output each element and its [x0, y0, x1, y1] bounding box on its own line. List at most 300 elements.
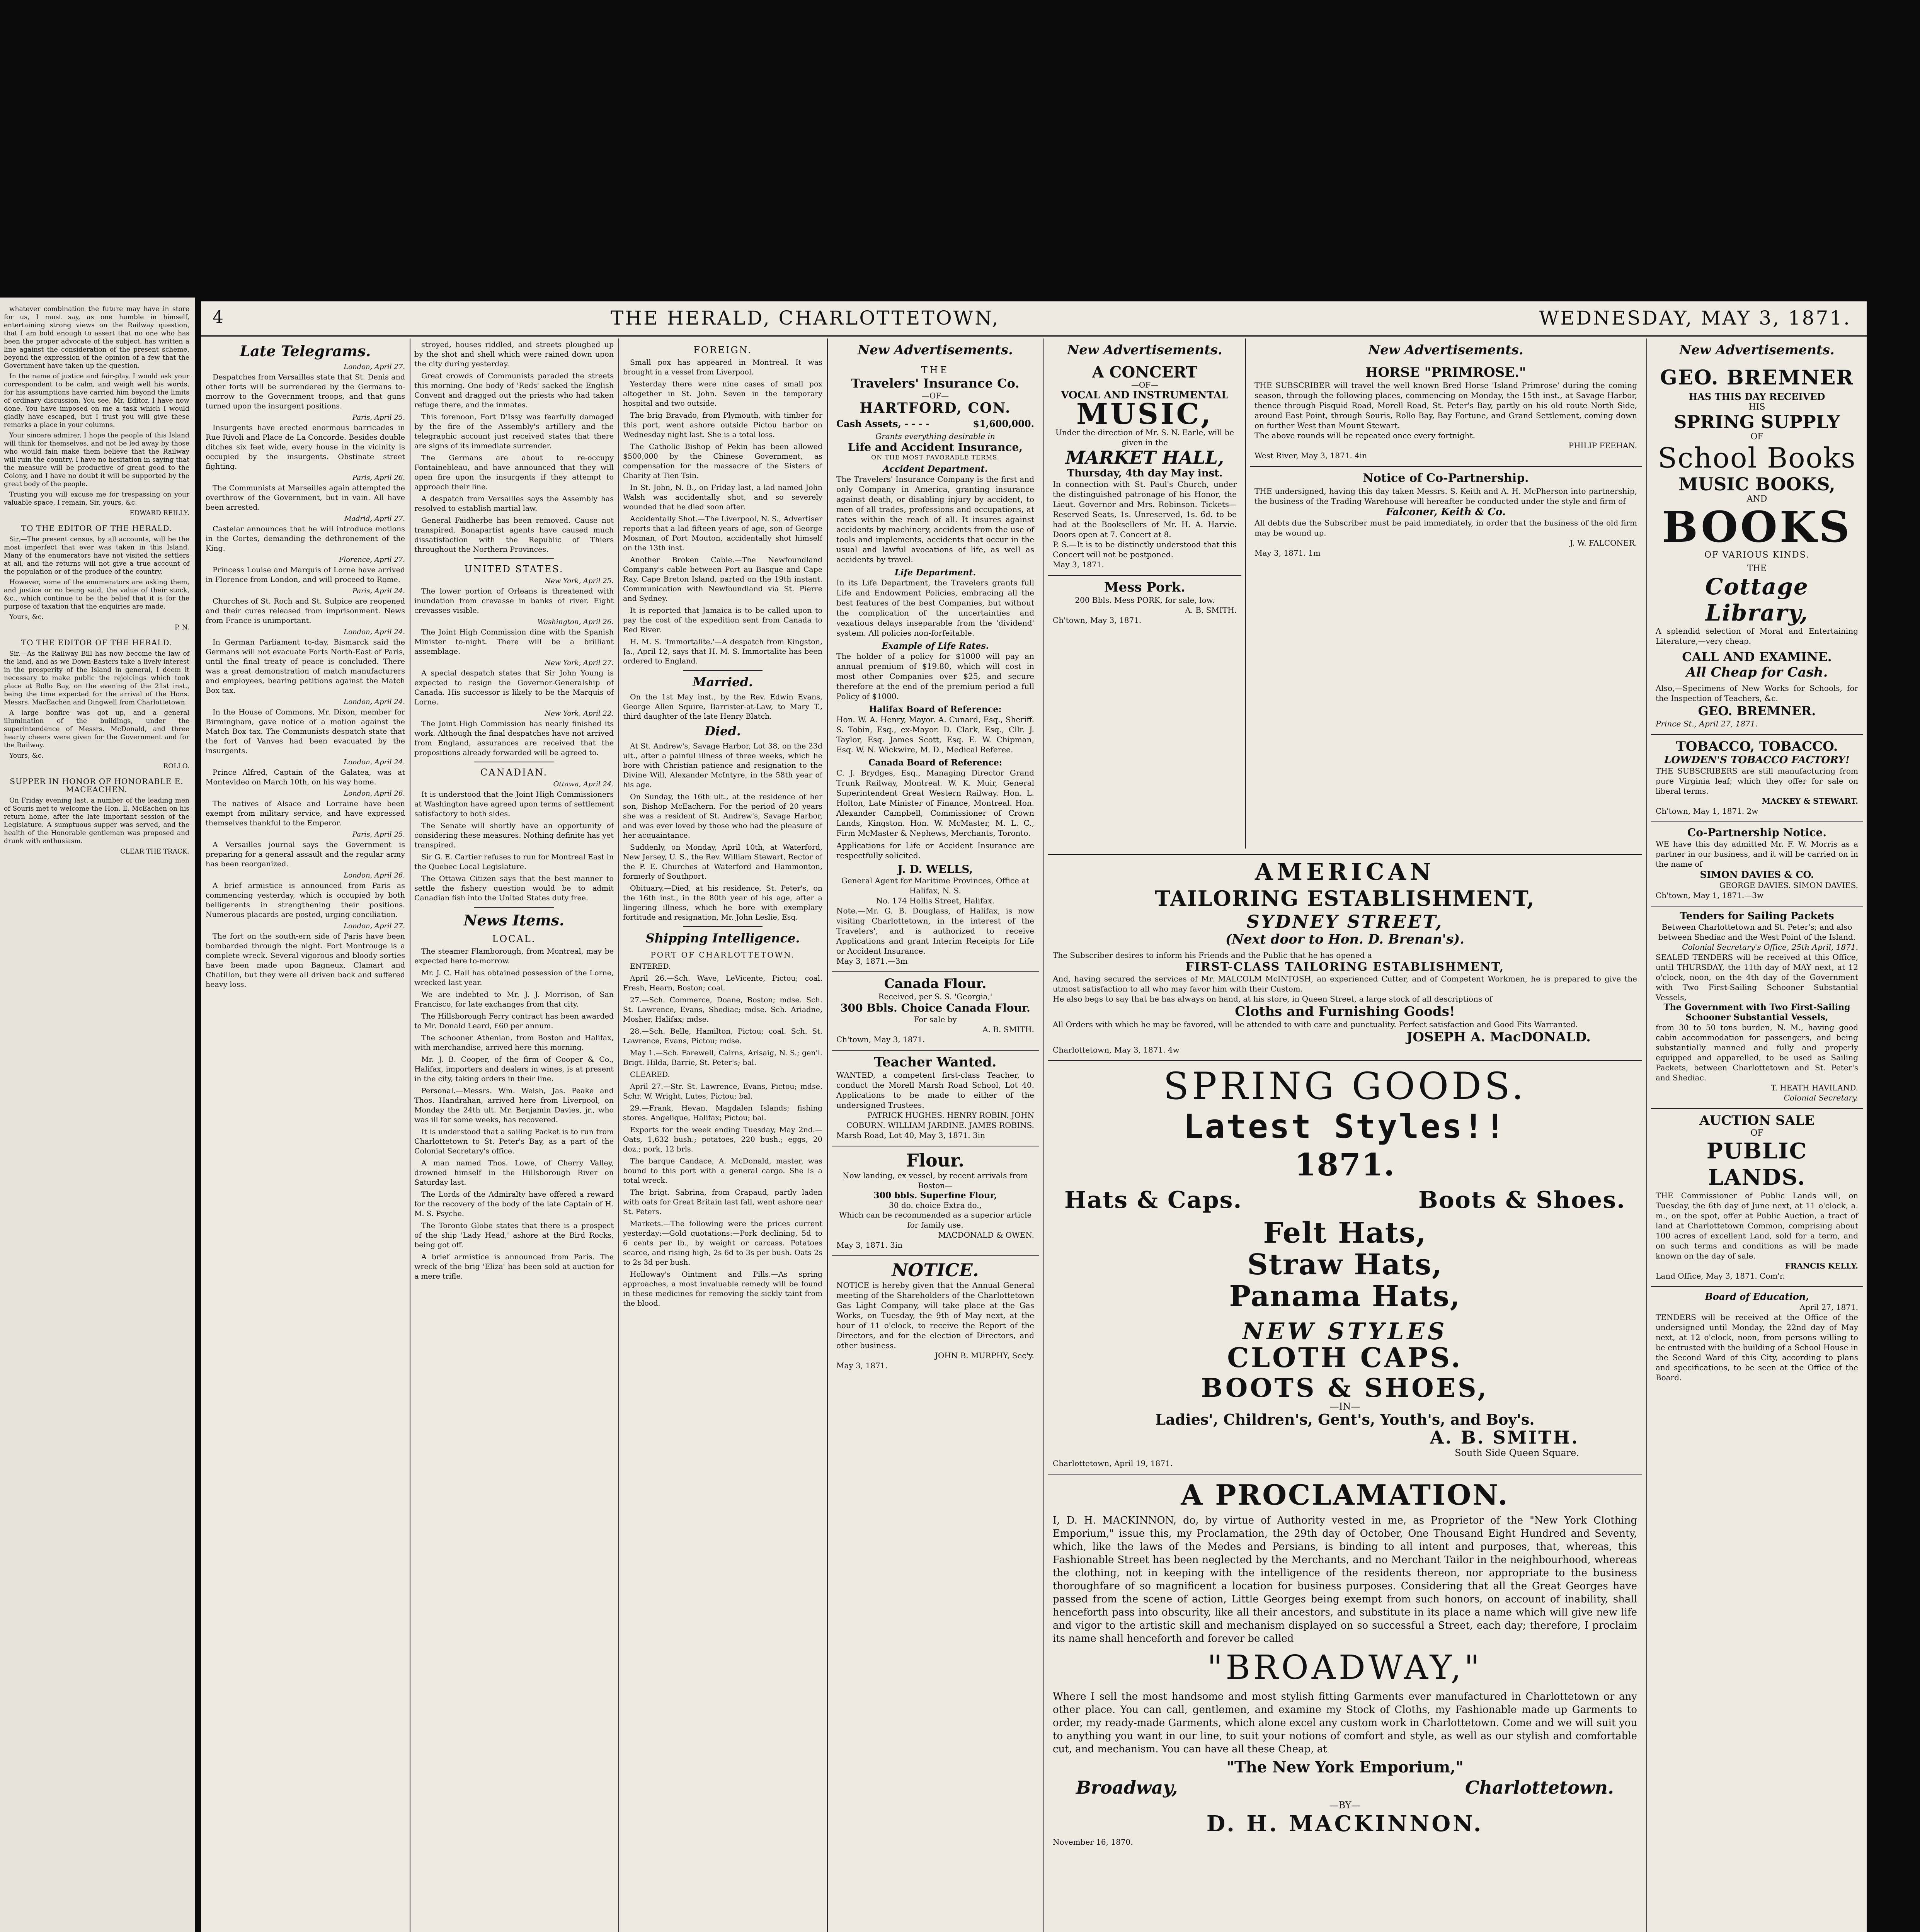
- ad-text: WE have this day admitted Mr. F. W. Morris as a partner in our business, and it will be carried on in the name of: [1656, 839, 1858, 869]
- ad-text: THE SUBSCRIBERS are still manufacturing from pure Virginia leaf; which they offer for sale on liberal terms.: [1656, 766, 1858, 796]
- ad-date: November 16, 1870.: [1053, 1837, 1133, 1847]
- emporium-town: Charlottetown.: [1465, 1777, 1614, 1798]
- news-paragraph: May 1.—Sch. Farewell, Cairns, Arisaig, N. S.; gen'l. Brigt. Hilda, Barrie, St. Peter's; bal.: [623, 1049, 822, 1067]
- auction-title: AUCTION SALE: [1699, 1113, 1814, 1128]
- news-items-heading: News Items.: [463, 912, 565, 929]
- vessels-line: The Government with Two First-Sailing Schooner Substantial Vessels,: [1663, 1002, 1850, 1022]
- life-heading: Life Department.: [894, 568, 976, 578]
- ad-seller: D. H. MACKINNON.: [1206, 1811, 1484, 1837]
- port-heading: PORT OF CHARLOTTETOWN.: [650, 950, 795, 959]
- news-paragraph: The brigt. Sabrina, from Crapaud, partly laden with oats for Great Britain last fall, went ashore near St. Peters.: [623, 1188, 822, 1216]
- bremner-has: HAS THIS DAY RECEIVED: [1689, 391, 1825, 402]
- broadway: "BROADWAY,": [1207, 1648, 1483, 1687]
- news-paragraph: The Catholic Bishop of Pekin has been allowed $500,000 by the Chinese Government, as compensation for the massacre of the Sisters of Charity at Tien Tsin.: [623, 442, 822, 480]
- dateline: London, April 27.: [344, 922, 405, 930]
- letter-heading: TO THE EDITOR OF THE HERALD.: [21, 638, 172, 647]
- concert-kinds: VOCAL AND INSTRUMENTAL: [1061, 389, 1229, 401]
- ad-date: May 3, 1871.: [1053, 560, 1104, 569]
- news-paragraph: Great crowds of Communists paraded the streets this morning. One body of 'Reds' sacked the English Convent and dragged out the priests who had taken refuge there, and the inmates.: [414, 372, 614, 409]
- ad-line: Now landing, ex vessel, by recent arrivals from Boston—: [843, 1171, 1028, 1190]
- letter-heading: SUPPER IN HONOR OF HONORABLE E. MACEACHEN.: [10, 777, 184, 794]
- ad-date: May 3, 1871. 3in: [836, 1240, 903, 1250]
- left-paragraph: Yours, &c.: [9, 613, 44, 621]
- news-paragraph: Markets.—The following were the prices current yesterday:—Gold quotations:—Pork declining, 5d to 6 cents per lb., by weight or carcass. Potatoes scarce, and rising high, 2s 6d to 3s per bush. Oats 2s to 2s 3d per bush.: [623, 1219, 822, 1267]
- news-paragraph: The schooner Athenian, from Boston and Halifax, with merchandise, arrived here this morning.: [414, 1034, 614, 1052]
- news-paragraph: The Joint High Commission has nearly finished its work. Although the final despatches have not arrived from England, assurances are received that the propositions already forwarded will be agreed to.: [414, 719, 614, 757]
- news-paragraph: Personal.—Messrs. Wm. Welsh, Jas. Peake and Thos. Handrahan, arrived here from Liverpool, on Monday the 24th ult. Mr. Benjamin Davies, jr., who was ill for some weeks, has recovered.: [414, 1087, 614, 1124]
- ad-date: West River, May 3, 1871. 4in: [1254, 451, 1367, 460]
- tailoring-cloths: Cloths and Furnishing Goods!: [1235, 1004, 1455, 1019]
- ad-address: South Side Queen Square.: [1455, 1447, 1579, 1458]
- masthead: [201, 301, 1867, 337]
- tailoring-title: TAILORING ESTABLISHMENT,: [1155, 886, 1535, 911]
- ad-line: Which can be recommended as a superior article for family use.: [839, 1210, 1032, 1230]
- ad-text: WANTED, a competent first-class Teacher, to conduct the Morell Marsh Road School, Lot 40. Applications to be made to either of the undersigned Trustees.: [836, 1070, 1034, 1110]
- dateline: Paris, April 26.: [352, 474, 405, 482]
- column-5: [1048, 340, 1241, 850]
- separator: [474, 907, 554, 908]
- wide-ad-block: [1048, 854, 1642, 1932]
- ad-line: 300 bbls. Superfine Flour,: [873, 1190, 997, 1201]
- teacher-wanted-ad: [832, 1051, 1039, 1146]
- ad-text: 200 Bbls. Mess PORK, for sale, low.: [1075, 595, 1215, 605]
- news-paragraph: The brig Bravado, from Plymouth, with timber for this port, went ashore outside Pictou harbor on Wednesday night last. She is a total loss.: [623, 411, 822, 439]
- left-paragraph: whatever combination the future may have in store for us, I must say, as one humble in himself, entertaining strong views on the Railway question, that I am bold enough to assert that no one who has been the proper advocate of the subject, has written a line against the consideration of the present scheme, beyond the expression of the opinion of a few that the Government have taken up the question.: [4, 305, 189, 370]
- news-paragraph: Mr. J. B. Cooper, of the firm of Cooper & Co., Halifax, importers and dealers in wines, is at present in the city, taking orders in their line.: [414, 1055, 614, 1083]
- proclamation-text: I, D. H. MACKINNON, do, by virtue of Authority vested in me, as Proprietor of the "New York Clothing Emporium," issue this, my Proclamation, the 29th day of October, One Thousand Eight Hundred and Seventy, which, like the laws of the Medes and Persians, is binding to all intent and purposes, that, whereas, this Fashionable Street has been neglected by the Merchants, and no Merchant Tailor in the neighbourhood, whereas the clothing, not in keeping with the intelligence of the residents thereon, nor appropriate to the business thoroughfare of so magnificent a location for business purposes. Considering that all the Great Georges have passed from the scene of action, Little Georges being exempt from such honors, on account of inability, shall henceforth pass into obscurity, like all their ancestors, and substitute in its place a name which will give new life and vigor to the artistic skill and mechanism displayed on so successful a Street, each day; therefore, I proclaim its name shall henceforth and forever be called: [1053, 1515, 1637, 1645]
- married-heading: Married.: [693, 675, 753, 689]
- concert-text: In connection with St. Paul's Church, under the distinguished patronage of his Honor, the Lieut. Governor and Mrs. Robinson. Tickets—Reserved Seats, 1s. Unreserved, 1s. 6d. to be had at the Booksellers of Mr. H. A. Harvie. Doors open at 7. Concert at 8.: [1053, 480, 1237, 539]
- ad-seller: J. W. FALCONER.: [1569, 538, 1637, 548]
- agent-note: Note.—Mr. G. B. Douglass, of Halifax, is now visiting Charlottetown, in the interest of the Travelers', and is authorized to receive Applications and grant Interim Receipts for Life or Accident Insurance.: [836, 906, 1034, 956]
- news-paragraph: The Joint High Commission dine with the Spanish Minister to-night. There will be a brilliant assemblage.: [414, 628, 614, 656]
- ad-title: Notice of Co-Partnership.: [1363, 471, 1529, 485]
- column-1: [206, 340, 405, 1932]
- ad-text: And, having secured the services of Mr. MALCOLM McINTOSH, an experienced Cutter, and of Competent Workmen, he is prepared to give the utmost satisfaction to all who may favor him with their Custom.: [1053, 974, 1637, 993]
- news-paragraph: Churches of St. Roch and St. Sulpice are reopened and their cures released from imprisonment. News from France is unimportant.: [206, 597, 405, 625]
- cash-assets: [836, 418, 1034, 429]
- concert-title: A CONCERT: [1092, 363, 1198, 381]
- column-rule: [1043, 338, 1044, 1932]
- dateline: Paris, April 24.: [352, 587, 405, 595]
- news-paragraph: Insurgents have erected enormous barricades in Rue Rivoli and Place de La Concorde. Besides double ditches six feet wide, every house in the vicinity is occupied by the insurgents. Obstinate street fighting.: [206, 423, 405, 471]
- new-styles: NEW STYLES: [1242, 1318, 1448, 1345]
- ad-seller: A. B. SMITH.: [1185, 605, 1237, 615]
- agent-address: No. 174 Hollis Street, Halifax.: [876, 896, 995, 905]
- dateline: Ottawa, April 24.: [553, 780, 614, 788]
- canada-board-heading: Canada Board of Reference:: [868, 758, 1003, 768]
- news-paragraph: April 26.—Sch. Wave, LeVicente, Pictou; coal. Fresh, Hearn, Boston; coal.: [623, 974, 822, 992]
- foreign-news-list: [623, 358, 822, 666]
- panama-hats: Panama Hats,: [1229, 1280, 1461, 1313]
- news-paragraph: A man named Thos. Lowe, of Cherry Valley, drowned himself in the Hillsborough River on Saturday last.: [414, 1159, 614, 1187]
- news-paragraph: Yesterday there were nine cases of small pox altogether in St. John. Seven in the temporary hospital and two outside.: [623, 380, 822, 408]
- ad-seller: PHILIP FEEHAN.: [1568, 441, 1637, 450]
- ad-line: For sale by: [914, 1015, 957, 1024]
- news-paragraph: The barque Candace, A. McDonald, master, was bound to this port with a general cargo. She is a total wreck.: [623, 1157, 822, 1185]
- news-paragraph: We are indebted to Mr. J. J. Morrison, of San Francisco, for late exchanges from that city.: [414, 990, 614, 1009]
- call-examine: CALL AND EXAMINE.: [1682, 650, 1832, 664]
- ad-date: Land Office, May 3, 1871. Com'r.: [1656, 1271, 1785, 1281]
- news-paragraph: In German Parliament to-day, Bismarck said the Germans will not evacuate Forts North-East of Paris, until the final treaty of peace is concluded. There was a great demonstration of match manufacturers and employees, bearing petitions against the Match Box tax.: [206, 638, 405, 695]
- bremner-his: HIS: [1748, 402, 1765, 412]
- column-rule: [1245, 338, 1246, 849]
- news-paragraph: Prince Alfred, Captain of the Galatea, was at Montevideo on March 10th, on his way home.: [206, 768, 405, 786]
- ad-title: NOTICE.: [892, 1260, 979, 1281]
- us-news-list: [414, 577, 614, 758]
- example-text: The holder of a policy for $1000 will pay an annual premium of $19.80, which will cost in most other Companies over $25, and secure therefore at the end of the premium period a full Policy of $1000.: [836, 651, 1034, 701]
- bremner-of: OF: [1750, 432, 1763, 442]
- public-lands-auction: [1651, 1109, 1863, 1287]
- news-paragraph: The fort on the south-ern side of Paris have been bombarded through the night. Fort Montrouge is a complete wreck. Several vigorous and bloody sorties have been made upon Bagneux, Clamart and Chatillon, but they were all driven back and suffered heavy loss.: [206, 932, 405, 989]
- ad-in: —IN—: [1329, 1401, 1360, 1412]
- ad-text: He also begs to say that he has always on hand, at his store, in Queen Street, a large stock of all descriptions of: [1053, 994, 1493, 1003]
- cottage-library: Cottage Library,: [1705, 573, 1809, 626]
- left-paragraph: In the name of justice and fair-play, I would ask your correspondent to be calm, and weigh well his words, for his assumptions have carried him beyond the limits of ordinary discussion. You see, Mr. Editor, I have now done. You have imposed on me a task which I would gladly have escaped, but I trust you will give these remarks a place in your columns.: [4, 372, 189, 429]
- ad-text: All debts due the Subscriber must be paid immediately, in order that the business of the old firm may be wound up.: [1254, 518, 1637, 537]
- ad-seller: JOSEPH A. MacDONALD.: [1406, 1029, 1591, 1045]
- dateline: New York, April 25.: [545, 577, 614, 585]
- news-paragraph: It is understood that a sailing Packet is to run from Charlottetown to St. Peter's Bay, as a part of the Colonial Secretary's office.: [414, 1128, 614, 1155]
- news-paragraph: A despatch from Versailles says the Assembly has resolved to establish martial law.: [414, 495, 614, 513]
- ad-date: Prince St., April 27, 1871.: [1656, 719, 1758, 728]
- column-rule: [1646, 338, 1647, 1932]
- ad-date: Marsh Road, Lot 40, May 3, 1871. 3in: [836, 1131, 985, 1140]
- ad-date: Ch'town, May 1, 1871. 2w: [1656, 806, 1758, 816]
- column-rule: [618, 338, 619, 1932]
- halifax-board-names: Hon. W. A. Henry, Mayor. A. Cunard, Esq., Sheriff. S. Tobin, Esq., ex-Mayor. D. Clark, Esq., Cllr. J. Taylor, Esq. James Scott, Esq. E. W. Chipman, Esq. W. N. Wickwire, M. D., Medical Referee.: [836, 715, 1034, 754]
- dateline: New York, April 27.: [545, 659, 614, 667]
- ad-text: THE SUBSCRIBER will travel the well known Bred Horse 'Island Primrose' during the coming season, through the following places, commencing on Monday, the 15th inst., at Savage Harbor, thence through Pisquid Road, Morell Road, St. Peter's Bay, partly on his old route North Side, around East Point, through Souris, Rollo Bay, Bay Fortune, and Grand Settlement, coming down on further West than Mount Stewart.: [1254, 381, 1637, 430]
- proclamation-title: A PROCLAMATION.: [1181, 1478, 1509, 1511]
- ad-title: Mess Pork.: [1104, 580, 1186, 595]
- mess-pork-ad: [1048, 576, 1241, 631]
- column-rule: [827, 338, 828, 1932]
- telegram-continuation: [414, 340, 614, 554]
- news-paragraph: The Hillsborough Ferry contract has been awarded to Mr. Donald Leard, £60 per annum.: [414, 1012, 614, 1030]
- dateline: Washington, April 26.: [537, 618, 614, 626]
- concert-direction: Under the direction of Mr. S. N. Earle, will be given in the: [1055, 428, 1234, 447]
- ad-note: The above rounds will be repeated once every fortnight.: [1254, 431, 1476, 440]
- ad-title: Tenders for Sailing Packets: [1680, 910, 1834, 922]
- books: BOOKS: [1662, 502, 1852, 552]
- boots-and-shoes: BOOTS & SHOES,: [1201, 1373, 1489, 1403]
- separator: [474, 558, 554, 559]
- spring-goods-ad: [1048, 1061, 1642, 1475]
- news-paragraph: 27.—Sch. Commerce, Doane, Boston; mdse. Sch. St. Lawrence, Evans, Shediac; mdse. Sch. Ariadne, Mosher, Halifax; mdse.: [623, 996, 822, 1024]
- tailoring-street: SYDNEY STREET,: [1246, 911, 1443, 932]
- ad-line: 30 do. choice Extra do.,: [889, 1201, 982, 1210]
- cash-label: Cash Assets, - - - -: [836, 418, 930, 429]
- new-advertisements-heading: New Advertisements.: [1368, 342, 1523, 358]
- canadian-news-list: [414, 780, 614, 903]
- left-paragraph: However, some of the enumerators are asking them, and justice or no being said, the value of their stock, &c., which continue to be the belief that it is for the purpose of taxation that the enquiries are made.: [4, 578, 189, 611]
- ad-title: Board of Education,: [1705, 1291, 1809, 1302]
- newspaper-page: [201, 301, 1867, 1932]
- united-states-heading: UNITED STATES.: [464, 564, 564, 575]
- terms-line: ON THE MOST FAVORABLE TERMS.: [871, 454, 999, 461]
- news-paragraph: General Faidherbe has been removed. Cause not transpired. Bonapartist agents have caused much dissatisfaction with the Republic of Thiers throughout the Northern Provinces.: [414, 516, 614, 554]
- company-city: HARTFORD, CON.: [860, 400, 1011, 416]
- dateline: Madrid, April 27.: [344, 515, 405, 523]
- gas-company-notice: [832, 1256, 1039, 1376]
- column-2: [414, 340, 614, 1932]
- column-7: [1651, 340, 1863, 1932]
- column-4: [832, 340, 1039, 1932]
- ad-date: Ch'town, May 3, 1871.: [836, 1035, 925, 1044]
- news-paragraph: The natives of Alsace and Lorraine have been exempt from military service, and have expressed themselves thankful to the Emperor.: [206, 799, 405, 827]
- ad-text: from 30 to 50 tons burden, N. M., having good cabin accommodation for passengers, and being substantially manned and fully and properly equipped and apparelled, to be used as Sailing Packets, between Charlottetown and St. Peter's and Shediac.: [1656, 1023, 1858, 1082]
- left-paragraph: Your sincere admirer, I hope the people of this Island will think for themselves, and not be led away by those who would fain make them believe that the Railway will ruin the country. I have no hesitation in saying that the measure will be productive of great good to the Colony, and I have no doubt it will be supported by the great body of the people.: [4, 432, 189, 488]
- concert-time: Thursday, 4th day May inst.: [1067, 468, 1223, 479]
- bremner-also: Also,—Specimens of New Works for Schools, for the Inspection of Teachers, &c.: [1656, 684, 1858, 703]
- bremner-and: AND: [1746, 494, 1767, 504]
- adjacent-page-column: [0, 298, 195, 1932]
- dateline: Florence, April 27.: [339, 556, 405, 564]
- library-text: A splendid selection of Moral and Entertaining Literature,—very cheap.: [1656, 626, 1858, 646]
- new-advertisements-heading: New Advertisements.: [858, 342, 1013, 358]
- ad-title: Flour.: [906, 1150, 965, 1171]
- ad-date: Charlottetown, May 3, 1871. 4w: [1053, 1045, 1180, 1054]
- separator: [683, 670, 763, 671]
- shipping-heading: Shipping Intelligence.: [645, 931, 800, 946]
- straw-hats: Straw Hats,: [1247, 1248, 1443, 1281]
- telegram-list: [206, 363, 405, 990]
- ad-signature: FRANCIS KELLY.: [1785, 1261, 1858, 1270]
- news-paragraph: CLEARED.: [630, 1070, 670, 1079]
- company-name: Travelers' Insurance Co.: [851, 376, 1020, 391]
- dateline: London, April 24.: [344, 758, 405, 766]
- dateline: London, April 26.: [344, 789, 405, 798]
- left-paragraph: On Friday evening last, a number of the leading men of Souris met to welcome the Hon. E. McEachen on his return home, after the late important session of the Legislature. A sumptuous supper was served, and the health of the Honorable gentleman was proposed and drunk with enthusiasm.: [4, 797, 189, 845]
- canadian-heading: CANADIAN.: [480, 767, 548, 778]
- left-signature: ROLLO.: [163, 762, 189, 770]
- news-paragraph: It is understood that the Joint High Commissioners at Washington have agreed upon terms of settlement satisfactory to both sides.: [414, 790, 614, 818]
- news-paragraph: A special despatch states that Sir John Young is expected to resign the Governor-Generalship of Canada. His successor is likely to be the Marquis of Lorne.: [414, 669, 614, 706]
- tailoring-next: (Next door to Hon. D. Brenan's).: [1225, 932, 1465, 947]
- left-paragraph: Trusting you will excuse me for trespassing on your valuable space, I remain, Sir, yours, &c.: [4, 491, 189, 507]
- left-paragraph: Yours, &c.: [9, 752, 44, 760]
- proclamation-text: Where I sell the most handsome and most stylish fitting Garments ever manufactured in Charlottetown or any other place. You can call, gentlemen, and examine my Stock of Cloths, my Fashionable made up Garments to order, my ready-made Garments, which alone excel any custom work in Charlottetown. Come and we will suit you to anything you want in our line, to suit your notions of comfort and style, as well as our stylish and comfortable cut, and mechanism. You can have all these Cheap, at: [1053, 1691, 1637, 1755]
- ad-date: April 27, 1871.: [1799, 1303, 1858, 1312]
- issue-date: WEDNESDAY, MAY 3, 1871.: [1539, 307, 1851, 329]
- accident-text: The Travelers' Insurance Company is the first and only Company in America, granting insurance against death, or disabling injury by accident, to men of all trades, professions and occupations, at rates within the reach of all. It insures against accidents by machinery, accidents from the use of tools and implements, accidents that occur in the usual and lawful avocations of life, as well as accidents by travel.: [836, 474, 1034, 564]
- ad-text: SEALED TENDERS will be received at this Office, until THURSDAY, the 11th day of MAY next, at 12 o'clock, noon, on the 4th day of the Government with Two First-Sailing Schooner Substantial Vessels,: [1656, 952, 1858, 1002]
- news-paragraph: 29.—Frank, Hevan, Magdalen Islands; fishing stores. Angelique, Halifax; Pictou; bal.: [623, 1104, 822, 1122]
- emporium-street: Broadway,: [1076, 1777, 1178, 1798]
- ad-line: 300 Bbls. Choice Canada Flour.: [840, 1002, 1030, 1014]
- ad-line: Received, per S. S. 'Georgia,': [878, 992, 992, 1001]
- ad-date: Charlottetown, April 19, 1871.: [1053, 1459, 1173, 1468]
- news-paragraph: Sir G. E. Cartier refuses to run for Montreal East in the Quebec Local Legislature.: [414, 853, 614, 871]
- ad-title: HORSE "PRIMROSE.": [1365, 365, 1526, 380]
- boots-shoes: Boots & Shoes.: [1418, 1187, 1626, 1214]
- news-paragraph: The Germans are about to re-occupy Fontainebleau, and have announced that they will open fire upon the insurgents if they attempt to approach their line.: [414, 454, 614, 491]
- grants-line: Grants everything desirable in: [875, 432, 995, 441]
- news-paragraph: The Ottawa Citizen says that the best manner to settle the fishery question would be to admit Canadian fish into the United States duty free.: [414, 874, 614, 902]
- local-heading: LOCAL.: [492, 934, 536, 944]
- ad-text: THE undersigned, having this day taken Messrs. S. Keith and A. H. McPherson into partnership, the business of the Trading Warehouse will hereafter be conducted under the style and firm of: [1254, 486, 1637, 506]
- various-kinds: OF VARIOUS KINDS.: [1704, 550, 1809, 560]
- left-paragraph: A large bonfire was got up, and a general illumination of the buildings, under the superintendence of Messrs. McDonald, and three hearty cheers were given for the Government and for the Railway.: [4, 709, 189, 749]
- ad-of: —OF—: [1131, 380, 1159, 389]
- sailing-packets-ad: [1651, 906, 1863, 1109]
- foreign-heading: FOREIGN.: [693, 345, 752, 355]
- left-signature: P. N.: [175, 624, 189, 631]
- news-paragraph: Small pox has appeared in Montreal. It was brought in a vessel from Liverpool.: [623, 358, 822, 376]
- news-paragraph: H. M. S. 'Immortalite.'—A despatch from Kingston, Ja., April 12, says that H. M. S. Immortalite has been ordered to England.: [623, 638, 822, 665]
- left-paragraph: Sir,—The present census, by all accounts, will be the most imperfect that ever was taken in this Island. Many of the enumerators have not visited the settlers at all, and the returns will not give a true account of the population or of the produce of the country.: [4, 536, 189, 576]
- tailoring-ad: [1048, 854, 1642, 1061]
- concert-note: P. S.—It is to be distinctly understood that this Concert will not be postponed.: [1053, 540, 1237, 559]
- ad-date: May 3, 1871.: [836, 1361, 888, 1370]
- concert-ad: [1048, 361, 1241, 576]
- emporium: "The New York Emporium,": [1226, 1758, 1464, 1776]
- ad-date: May 3, 1871.—3m: [836, 956, 908, 966]
- office-line: Colonial Secretary's Office, 25th April, 1871.: [1682, 942, 1858, 952]
- ad-seller: MACKEY & STEWART.: [1762, 796, 1858, 806]
- news-paragraph: stroyed, houses riddled, and streets ploughed up by the shot and shell which were rained down upon the city during yesterday.: [414, 340, 614, 368]
- spring-ladies: Ladies', Children's, Gent's, Youth's, and Boy's.: [1155, 1411, 1535, 1428]
- concert-music: MUSIC,: [1076, 398, 1213, 431]
- dateline: London, April 24.: [344, 698, 405, 706]
- letter-heading: TO THE EDITOR OF THE HERALD.: [21, 524, 172, 533]
- news-paragraph: April 27.—Str. St. Lawrence, Evans, Pictou; mdse. Schr. W. Wright, Lutes, Pictou; bal.: [623, 1082, 822, 1100]
- ad-text: TENDERS will be received at the Office of the undersigned until Monday, the 22nd day of May next, at 12 o'clock, noon, from persons willing to be entrusted with the building of a School House in the Second Ward of this City, according to plans and specifications, to be seen at the Office of the Board.: [1656, 1313, 1858, 1382]
- agent-title: General Agent for Maritime Provinces, Office at Halifax, N. S.: [841, 876, 1030, 895]
- insurance-lines: Life and Accident Insurance,: [848, 441, 1023, 454]
- news-paragraph: On the 1st May inst., by the Rev. Edwin Evans, George Allen Squire, Barrister-at-Law, to Mary T., third daughter of the late Henry Blatch.: [623, 693, 822, 721]
- spring-title: SPRING GOODS.: [1163, 1065, 1527, 1108]
- news-paragraph: 28.—Sch. Belle, Hamilton, Pictou; coal. Sch. St. Lawrence, Evans, Pictou; mdse.: [623, 1027, 822, 1045]
- died-heading: Died.: [705, 724, 741, 738]
- tobacco-ad: [1651, 735, 1863, 822]
- emporium-address: [1053, 1775, 1637, 1800]
- cloth-caps: CLOTH CAPS.: [1227, 1342, 1463, 1374]
- spring-year: 1871.: [1294, 1146, 1396, 1183]
- ad-by: —BY—: [1329, 1800, 1361, 1811]
- left-strip-text: [4, 305, 189, 858]
- news-paragraph: Obituary.—Died, at his residence, St. Peter's, on the 16th inst., in the 80th year of his age, after a lingering illness, which he bore with exemplary fortitude and resignation, Mr. John Leslie, Esq.: [623, 884, 822, 922]
- felt-hats: Felt Hats,: [1263, 1216, 1427, 1250]
- paper-title: THE HERALD, CHARLOTTETOWN,: [611, 307, 1000, 329]
- auction-of: OF: [1750, 1128, 1763, 1138]
- news-paragraph: The steamer Flamborough, from Montreal, may be expected here to-morrow.: [414, 947, 614, 965]
- ad-text: The Subscriber desires to inform his Friends and the Public that he has opened a: [1053, 951, 1372, 960]
- news-paragraph: At St. Andrew's, Savage Harbor, Lot 38, on the 23d ult., after a painful illness of three weeks, which he bore with Christian patience and resignation to the Divine Will, Alexander McIntyre, in the 58th year of his age.: [623, 742, 822, 789]
- news-paragraph: A brief armistice is announced from Paris as commencing yesterday, which is occupied by both belligerents in strengthening their positions. Numerous placards are posted, urging conciliation.: [206, 881, 405, 919]
- news-paragraph: The lower portion of Orleans is threatened with inundation from crevasse in banks of river. Eight crevasses visible.: [414, 587, 614, 615]
- ad-title: Co-Partnership Notice.: [1687, 826, 1827, 839]
- news-paragraph: In the House of Commons, Mr. Dixon, member for Birmingham, gave notice of a motion against the Match Box tax. The Communists despatch state that the fort of Vanves had been evacuated by the insurgents.: [206, 708, 405, 755]
- column-6: [1250, 340, 1642, 850]
- cash-value: $1,600,000.: [973, 418, 1034, 429]
- news-paragraph: ENTERED.: [630, 962, 671, 971]
- tailoring-first-class: FIRST-CLASS TAILORING ESTABLISHMENT,: [1185, 960, 1505, 974]
- shipping-list: [623, 962, 822, 1308]
- cheap-for-cash: All Cheap for Cash.: [1686, 665, 1828, 680]
- news-paragraph: On Sunday, the 16th ult., at the residence of her son, Bishop McEachern. For the period of 20 years she was a resident of St. Andrew's, Savage Harbor, and was ever loved by those who had the pleasure of her acquaintance.: [623, 793, 822, 840]
- ad-seller: MACDONALD & OWEN.: [938, 1230, 1034, 1240]
- ad-the: THE: [921, 365, 950, 376]
- co-partnership-notice-2: [1651, 822, 1863, 906]
- late-telegrams-heading: Late Telegrams.: [240, 342, 371, 360]
- ad-signature: T. HEATH HAVILAND.: [1771, 1083, 1858, 1092]
- canada-flour-ad: [832, 972, 1039, 1051]
- apply-text: Applications for Life or Accident Insurance are respectfully solicited.: [836, 841, 1034, 860]
- ad-signature: GEO. BREMNER.: [1698, 704, 1816, 718]
- tailoring-american: AMERICAN: [1255, 859, 1435, 886]
- married-list: [623, 692, 822, 721]
- ad-title: TOBACCO, TOBACCO.: [1676, 739, 1838, 754]
- news-paragraph: Holloway's Ointment and Pills.—As spring approaches, a most invaluable remedy will be found in these medicines for removing the sickly taint from the blood.: [623, 1270, 822, 1308]
- news-paragraph: Accidentally Shot.—The Liverpool, N. S., Advertiser reports that a lad fifteen years of age, son of George Mosman, of Port Mouton, accidentally shot himself on the 13th inst.: [623, 515, 822, 552]
- page-number: 4: [213, 308, 223, 327]
- news-paragraph: Mr. J. C. Hall has obtained possession of the Lorne, wrecked last year.: [414, 969, 614, 987]
- news-paragraph: Princess Louise and Marquis of Lorne have arrived in Florence from London, and will proceed to Rome.: [206, 566, 405, 584]
- dateline: Paris, April 25.: [352, 830, 405, 838]
- agent-name: J. D. WELLS,: [897, 863, 973, 876]
- dateline: London, April 27.: [344, 363, 405, 371]
- example-heading: Example of Life Rates.: [882, 641, 989, 651]
- news-paragraph: The Toronto Globe states that there is a prospect of the ship 'Lady Head,' ashore at the Bird Rocks, being got off.: [414, 1221, 614, 1249]
- ad-text: NOTICE is hereby given that the Annual General meeting of the Shareholders of the Charlottetown Gas Light Company, will take place at the Gas Works, on Tuesday, the 9th of May next, at the hour of 11 o'clock, to receive the Report of the Directors, and for the election of Directors, and other business.: [836, 1281, 1034, 1350]
- news-paragraph: Despatches from Versailles state that St. Denis and other forts will be surrendered by the Germans to-morrow to the Government troops, and that guns turned upon the insurgent positions.: [206, 373, 405, 410]
- life-text: In its Life Department, the Travelers grants full Life and Endowment Policies, embracing all the best features of the best Companies, but without the complication of the uncertainties and vexatious delays inseparable from the 'dividend' system. All policies non-forfeitable.: [836, 578, 1034, 638]
- news-paragraph: The Communists at Marseilles again attempted the overthrow of the Government, but in vain. All have been arrested.: [206, 484, 405, 512]
- news-paragraph: In St. John, N. B., on Friday last, a lad named John Walsh was accidentally shot, and so severely wounded that he died soon after.: [623, 483, 822, 511]
- column-3: [623, 340, 822, 1932]
- bremner-name: GEO. BREMNER: [1660, 366, 1854, 389]
- halifax-board-heading: Halifax Board of Reference:: [869, 704, 1002, 714]
- ad-signature: JOHN B. MURPHY, Sec'y.: [935, 1351, 1034, 1360]
- new-advertisements-heading: New Advertisements.: [1067, 342, 1222, 358]
- proclamation-ad: [1048, 1475, 1642, 1852]
- travelers-insurance-ad: [832, 361, 1039, 972]
- horse-primrose-ad: [1250, 361, 1642, 467]
- left-signature: EDWARD REILLY.: [129, 509, 189, 517]
- ad-seller: A. B. SMITH.: [982, 1025, 1034, 1034]
- flour-ad: [832, 1146, 1039, 1256]
- ad-date: Ch'town, May 3, 1871.: [1053, 616, 1142, 625]
- accident-heading: Accident Department.: [883, 464, 988, 474]
- bremner-the: THE: [1747, 564, 1767, 573]
- local-news-list: [414, 947, 614, 1281]
- news-paragraph: A Versailles journal says the Government is preparing for a general assault and the regular army has been reorganized.: [206, 840, 405, 868]
- left-signature: CLEAR THE TRACK.: [120, 848, 189, 855]
- firm-name: SIMON DAVIES & CO.: [1700, 869, 1814, 880]
- school-books: School Books: [1658, 442, 1856, 474]
- ad-text: All Orders with which he may be favored, will be attended to with care and punctuality. Perfect satisfaction and Good Fits Warranted.: [1053, 1020, 1578, 1029]
- ad-title: Canada Flour.: [884, 976, 987, 992]
- news-paragraph: This forenoon, Fort D'Issy was fearfully damaged by the fire of the Assembly's artillery and the telegraphic account just received states that there are signs of its immediate surrender.: [414, 413, 614, 450]
- died-list: [623, 742, 822, 922]
- board-of-education-ad: [1651, 1287, 1863, 1388]
- canada-board-names: C. J. Brydges, Esq., Managing Director Grand Trunk Railway, Montreal. W. K. Muir, General Superintendent Great Western Railway. Hon. L. Holton, Late Minister of Finance, Montreal. Hon. Alexander Campbell, Commissioner of Crown Lands, Kingston. Hon. W. McMaster, M. L. C., Firm McMaster & Nephews, Merchants, Toronto.: [836, 768, 1034, 838]
- signature-title: Colonial Secretary.: [1784, 1093, 1858, 1102]
- news-paragraph: Another Broken Cable.—The Newfoundland Company's cable between Port au Basque and Cape Ray, Cape Breton Island, parted on the 19th instant. Communication with Newfoundland via St. Pierre and Sydney.: [623, 556, 822, 603]
- news-paragraph: Exports for the week ending Tuesday, May 2nd.—Oats, 1,632 bush.; potatoes, 220 bush.; eggs, 20 doz.; pork, 12 brls.: [623, 1126, 822, 1153]
- ad-text: THE Commissioner of Public Lands will, on Tuesday, the 6th day of June next, at 11 o'clock, a. m., on the spot, offer at Public Auction, a tract of land at Charlottetown Common, comprising about 100 acres of excellent Land, sold for a term, and on such terms and conditions as will be made known on the day of sale.: [1656, 1191, 1858, 1260]
- firm-name: Falconer, Keith & Co.: [1386, 506, 1506, 518]
- spring-row: [1053, 1183, 1637, 1217]
- dateline: London, April 24.: [344, 628, 405, 636]
- news-paragraph: Castelar announces that he will introduce motions in the Cortes, demanding the dethronement of the King.: [206, 525, 405, 553]
- public-lands: PUBLIC LANDS.: [1706, 1138, 1808, 1190]
- ad-date: Ch'town, May 1, 1871.—3w: [1656, 891, 1764, 900]
- dateline: Paris, April 25.: [352, 413, 405, 422]
- co-partnership-notice: [1250, 467, 1642, 563]
